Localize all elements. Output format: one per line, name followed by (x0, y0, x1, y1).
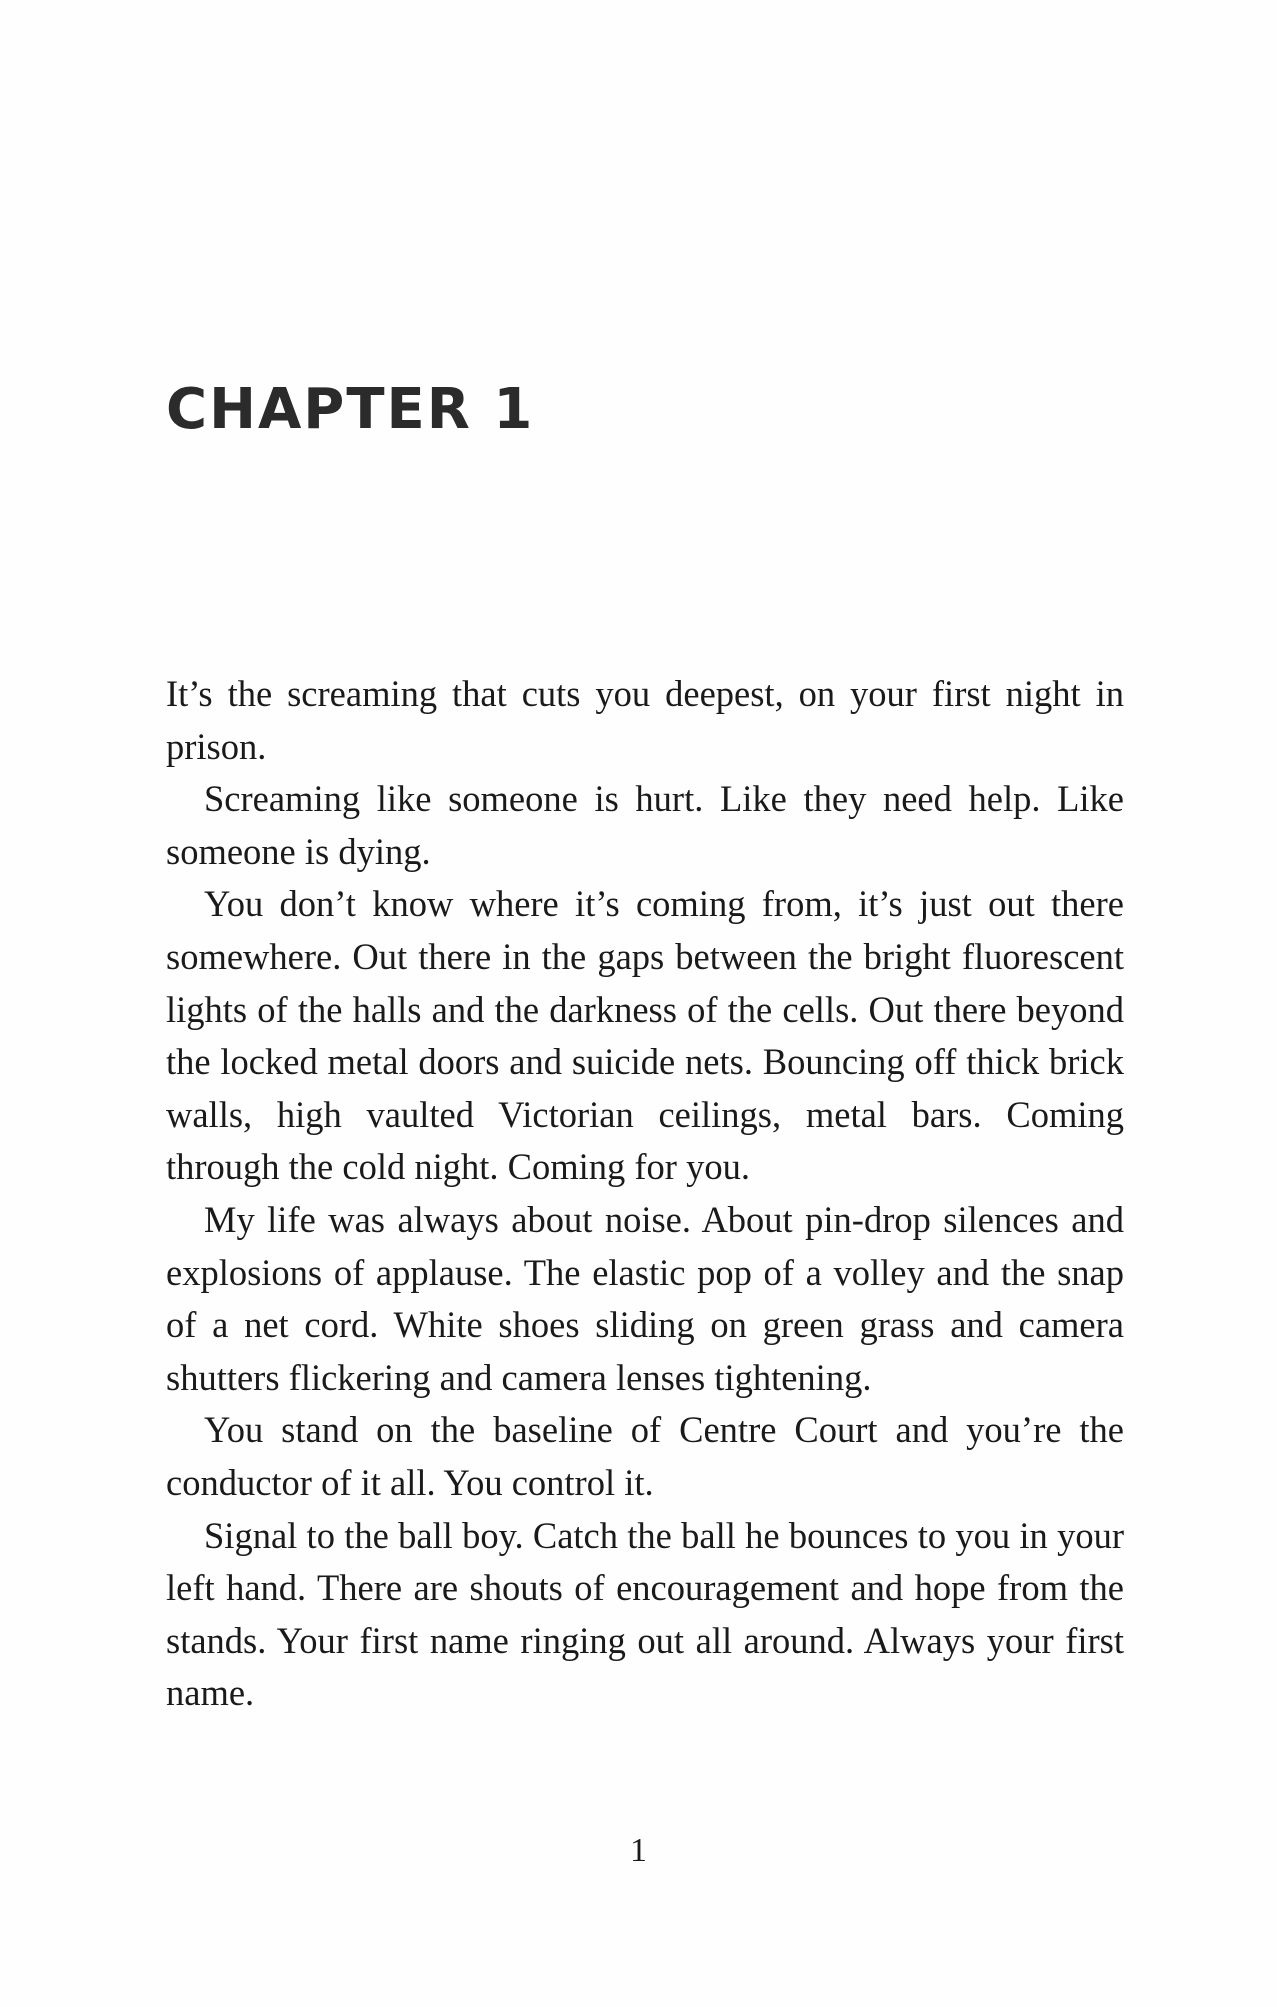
paragraph: It’s the screaming that cuts you deepest, on your first night in prison. (166, 673, 1124, 767)
chapter-heading: CHAPTER 1 (166, 377, 535, 442)
paragraph: My life was always about noise. About pin-drop silences and explosions of applause. The elastic pop of a volley and the snap of a net cord. White shoes sliding on green grass and camera shutters flickering and camera lenses tightening. (166, 1198, 1124, 1398)
chapter-body (166, 668, 1124, 1720)
paragraph: You stand on the baseline of Centre Court and you’re the conductor of it all. You control it. (166, 1409, 1124, 1503)
page-number: 1 (630, 1832, 647, 1869)
paragraph: You don’t know where it’s coming from, it’s just out there somewhere. Out there in the gaps between the bright fluorescent lights of the halls and the darkness of the cells. Out there beyond the locked metal doors and suicide nets. Bouncing off thick brick walls, high vaulted Victorian ceilings, metal bars. Coming through the cold night. Coming for you. (166, 883, 1124, 1188)
paragraph: Signal to the ball boy. Catch the ball he bounces to you in your left hand. There are shouts of encouragement and hope from the stands. Your first name ringing out all around. Always your first name. (166, 1514, 1124, 1714)
paragraph: Screaming like someone is hurt. Like they need help. Like someone is dying. (166, 778, 1124, 872)
